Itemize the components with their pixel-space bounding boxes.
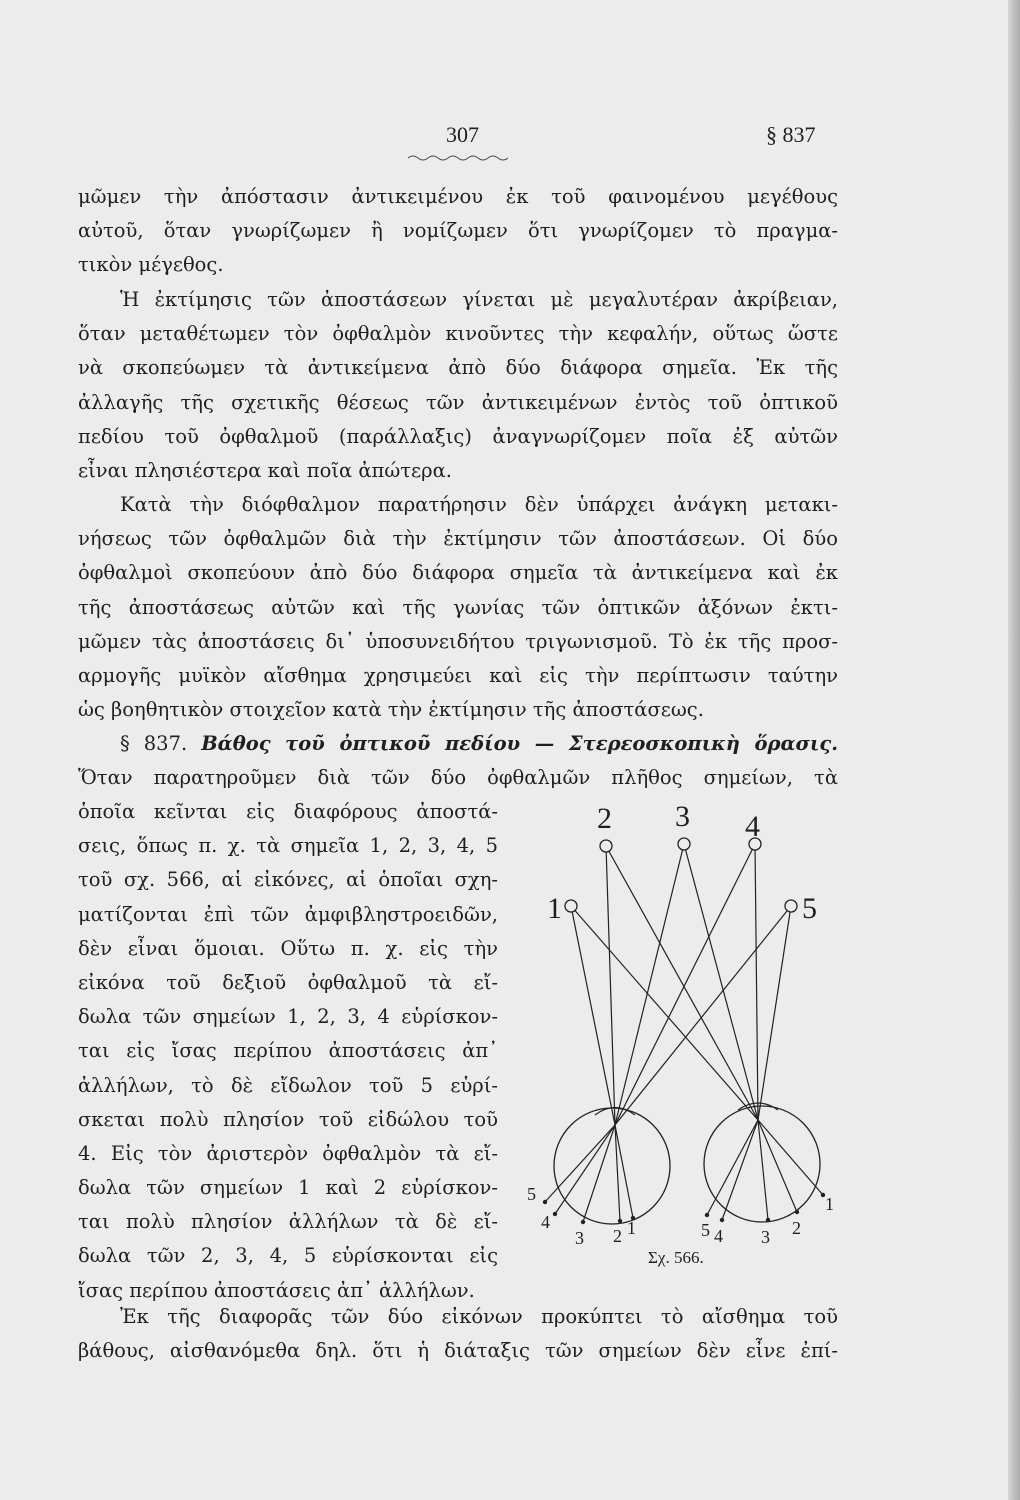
text-line: ται εἰς ἴσας περίπου ἀποστάσεις ἀπ᾿ — [78, 1039, 498, 1063]
sight-line — [684, 844, 758, 1120]
text-line: δωλα τῶν 2, 3, 4, 5 εὑρίσκονται εἰς — [78, 1244, 498, 1268]
retina-dot — [766, 1218, 770, 1222]
text-line: ἀλλήλων, τὸ δὲ εἴδωλον τοῦ 5 εὑρί- — [78, 1073, 498, 1097]
retina-dot — [553, 1212, 557, 1216]
text-line: αὐτοῦ, ὅταν γνωρίζωμεν ἢ νομίζωμεν ὅτι γνωρίζομεν τὸ πραγμα- — [78, 219, 838, 243]
left-retina-label-2: 2 — [613, 1226, 622, 1246]
retina-dot — [720, 1218, 724, 1222]
paragraph-3 — [78, 488, 838, 727]
text-line: τοῦ σχ. 566, αἱ εἰκόνες, αἱ ὁποῖαι σχη- — [78, 868, 498, 892]
text-line: σεις, ὅπως π. χ. τὰ σημεῖα 1, 2, 3, 4, 5 — [78, 834, 498, 858]
section-number: § 837 — [766, 122, 816, 147]
text-line: νήσεως τῶν ὀφθαλμῶν διὰ τὴν ἐκτίμησιν τῶν ἀποστάσεων. Οἱ δύο — [78, 527, 838, 551]
page-edge-shadow — [1008, 0, 1020, 1500]
ornament-rule — [408, 154, 508, 162]
right-retina-label-4: 4 — [714, 1226, 723, 1246]
point-5 — [785, 900, 797, 912]
text-line: ὁποῖα κεῖνται εἰς διαφόρους ἀποστά- — [78, 800, 498, 823]
text-line: ματίζονται ἐπὶ τῶν ἀμφιβληστροειδῶν, — [78, 902, 498, 926]
sight-lines — [545, 844, 823, 1222]
page-number: 307 — [446, 122, 479, 147]
sight-line — [615, 844, 755, 1125]
text-line: μῶμεν τὰς ἀποστάσεις δι᾿ ὑποσυνειδήτου τριγωνισμοῦ. Τὸ ἐκ τῆς προσ- — [78, 629, 838, 653]
section-heading — [78, 727, 838, 761]
text-line: πεδίου τοῦ ὀφθαλμοῦ (παράλλαξις) ἀναγνωρίζομεν ποῖα ἐξ αὐτῶν — [78, 424, 838, 448]
retina-ray — [722, 1120, 758, 1220]
text-line: Ἐκ τῆς διαφορᾶς τῶν δύο εἰκόνων προκύπτει τὸ αἴσθημα τοῦ — [120, 1305, 838, 1328]
text-line: σκεται πολὺ πλησίον τοῦ εἰδώλου τοῦ — [78, 1107, 498, 1131]
text-line: νὰ σκοπεύωμεν τὰ ἀντικείμενα ἀπὸ δύο διάφορα σημεῖα. Ἐκ τῆς — [78, 356, 838, 380]
paragraph-2 — [78, 283, 838, 488]
retina-dot — [581, 1220, 585, 1224]
text-line: 4. Εἰς τὸν ἀριστερὸν ὀφθαλμὸν τὰ εἴ- — [78, 1141, 498, 1165]
section-heading-block — [78, 727, 838, 795]
text-line: ὅταν μεταθέτωμεν τὸν ὀφθαλμὸν κινοῦντες τὴν κεφαλήν, οὕτως ὥστε — [78, 322, 838, 346]
point-1 — [565, 900, 577, 912]
sight-line — [758, 906, 791, 1120]
right-retina-label-2: 2 — [792, 1218, 801, 1238]
heading-number: § 837. — [120, 732, 188, 755]
text-line: εἰκόνα τοῦ δεξιοῦ ὀφθαλμοῦ τὰ εἴ- — [78, 970, 498, 994]
paragraph-4-column — [78, 795, 498, 1308]
retina-ray — [758, 1120, 768, 1220]
text-line: βάθους, αἰσθανόμεθα δηλ. ὅτι ἡ διάταξις τῶν σημείων δὲν εἶνε ἐπί- — [78, 1339, 838, 1363]
text-line: ἴσας περίπου ἀποστάσεις ἀπ᾿ ἀλλήλων. — [78, 1278, 475, 1302]
label-point-2: 2 — [597, 802, 612, 835]
sight-line — [755, 844, 758, 1120]
retina-dot — [618, 1219, 622, 1223]
sight-line — [571, 906, 758, 1120]
stereoscopic-vision-diagram — [515, 800, 845, 1280]
label-point-1: 1 — [547, 892, 562, 925]
heading-title: Βάθος τοῦ ὀπτικοῦ πεδίου — Στερεοσκοπικὴ ὅρασις. — [201, 732, 838, 755]
retina-ray — [555, 1125, 615, 1214]
retina-ray — [758, 1120, 823, 1195]
label-point-4: 4 — [745, 810, 760, 843]
point-2 — [600, 840, 612, 852]
left-retina-label-3: 3 — [575, 1228, 584, 1248]
sight-line — [606, 846, 758, 1120]
text-line: τικὸν μέγεθος. — [78, 253, 224, 277]
text-line: δὲν εἶναι ὅμοιαι. Οὕτω π. χ. εἰς τὴν — [78, 936, 498, 960]
retina-ray — [707, 1120, 758, 1215]
paragraph-5 — [78, 1300, 838, 1368]
running-header — [0, 122, 1020, 162]
text-line: εἶναι πλησιέστερα καὶ ποῖα ἀπώτερα. — [78, 458, 452, 482]
label-point-5: 5 — [802, 892, 817, 925]
text-line: ὡς βοηθητικὸν στοιχεῖον κατὰ τὴν ἐκτίμησιν τῆς ἀποστάσεως. — [78, 698, 704, 722]
figure-caption: Σχ. 566. — [648, 1248, 704, 1267]
text-line: αρμογῆς μυϊκὸν αἴσθημα χρησιμεύει καὶ εἰς τὴν περίπτωσιν ταύτην — [78, 663, 838, 687]
text-line: μῶμεν τὴν ἀπόστασιν ἀντικειμένου ἐκ τοῦ φαινομένου μεγέθους — [78, 185, 838, 208]
object-points — [565, 838, 797, 912]
retina-dots — [543, 1193, 825, 1224]
text-line: τῆς ἀποστάσεως αὐτῶν καὶ τῆς γωνίας τῶν ὀπτικῶν ἀξόνων ἐκτι- — [78, 595, 838, 619]
retina-dot — [705, 1213, 709, 1217]
point-3 — [678, 838, 690, 850]
right-retina-label-5: 5 — [701, 1220, 710, 1240]
text-line: Κατὰ τὴν διόφθαλμον παρατήρησιν δὲν ὑπάρχει ἀνάγκη μετακι- — [120, 493, 838, 516]
text-line: Ἡ ἐκτίμησις τῶν ἀποστάσεων γίνεται μὲ μεγαλυτέραν ἀκρίβειαν, — [120, 288, 838, 311]
left-retina-label-4: 4 — [541, 1212, 550, 1232]
text-line: Ὅταν παρατηροῦμεν διὰ τῶν δύο ὀφθαλμῶν πλῆθος σημείων, τὰ — [78, 766, 838, 790]
paragraph-1 — [78, 180, 838, 283]
right-retina-label-1: 1 — [825, 1194, 834, 1214]
retina-dot — [543, 1200, 547, 1204]
text-line: ἀλλαγῆς τῆς σχετικῆς θέσεως τῶν ἀντικειμένων ἐντὸς τοῦ ὀπτικοῦ — [78, 390, 838, 414]
retina-dot — [795, 1210, 799, 1214]
text-line: δωλα τῶν σημείων 1, 2, 3, 4 εὑρίσκον- — [78, 1005, 498, 1029]
text-line: ὀφθαλμοὶ σκοπεύουν ἀπὸ δύο διάφορα σημεῖα τὰ ἀντικείμενα καὶ ἐκ — [78, 561, 838, 585]
left-retina-label-1: 1 — [627, 1218, 636, 1238]
sight-line — [606, 846, 615, 1125]
retina-ray — [758, 1120, 797, 1212]
label-point-3: 3 — [675, 800, 690, 833]
retina-ray — [583, 1125, 615, 1222]
right-retina-label-3: 3 — [761, 1227, 770, 1247]
left-retina-label-5: 5 — [527, 1184, 536, 1204]
retina-ray — [545, 1125, 615, 1202]
left-eyeball — [554, 1108, 670, 1224]
text-line: δωλα τῶν σημείων 1 καὶ 2 εὑρίσκον- — [78, 1176, 498, 1200]
text-line: ται πολὺ πλησίον ἀλλήλων τὰ δὲ εἴ- — [78, 1210, 498, 1234]
